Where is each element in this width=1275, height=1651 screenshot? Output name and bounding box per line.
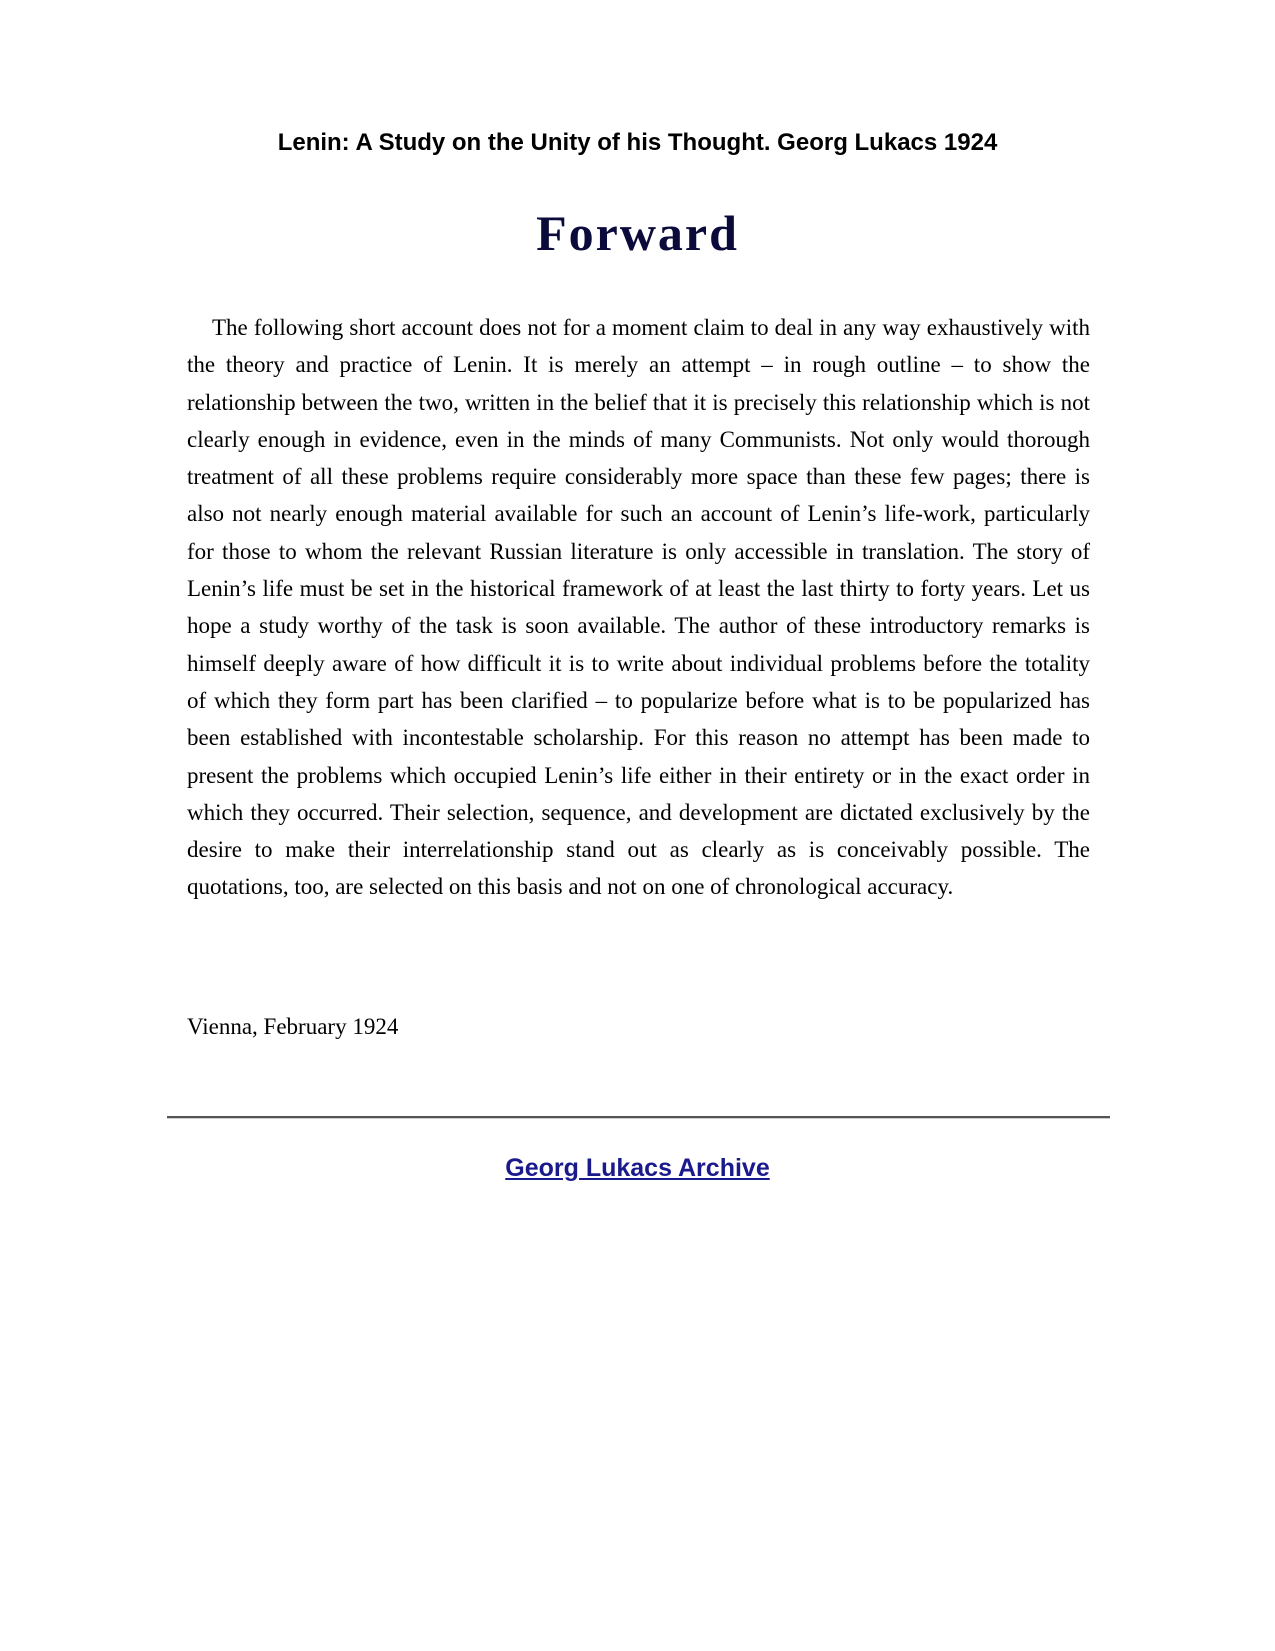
place-date-signature: Vienna, February 1924	[187, 1014, 399, 1039]
horizontal-divider	[167, 1116, 1110, 1119]
archive-link-container	[0, 1152, 1275, 1184]
chapter-heading: Forward	[536, 205, 739, 261]
archive-link[interactable]: Georg Lukacs Archive	[505, 1154, 770, 1182]
body-paragraph: The following short account does not for a moment claim to deal in any way exhaustively with the theory and practice of Lenin. It is merely an attempt – in rough outline – to show the relationship between the two, written in the belief that it is precisely this relationship which is not clearly enough in evidence, even in the minds of many Communists. Not only would thorough treatment of all these problems require considerably more space than these few pages; there is also not nearly enough material available for such an account of Lenin’s life-work, particularly for those to whom the relevant Russian literature is only accessible in translation. The story of Lenin’s life must be set in the historical framework of at least the last thirty to forty years. Let us hope a study worthy of the task is soon available. The author of these introductory remarks is himself deeply aware of how difficult it is to write about individual problems before the totality of which they form part has been clarified – to popularize before what is to be popularized has been established with incontestable scholarship. For this reason no attempt has been made to present the problems which occupied Lenin’s life either in their entirety or in the exact order in which they occurred. Their selection, sequence, and development are dictated exclusively by the desire to make their interrelationship stand out as clearly as is conceivably possible. The quotations, too, are selected on this basis and not on one of chronological accuracy.	[187, 315, 1090, 900]
book-title: Lenin: A Study on the Unity of his Thought. Georg Lukacs 1924	[277, 129, 998, 156]
